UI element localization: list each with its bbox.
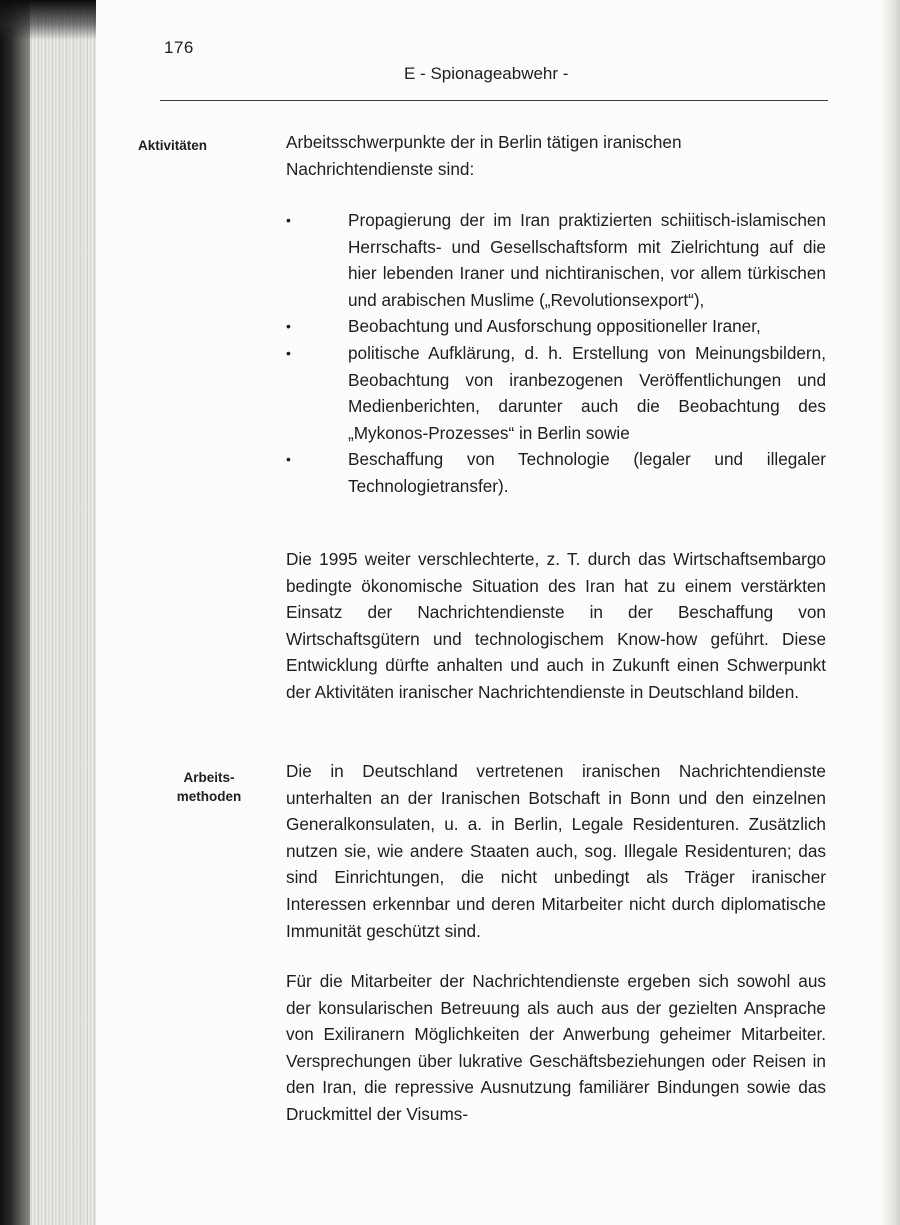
margin-label-activities: Aktivitäten [138, 138, 208, 153]
body-paragraph-recruitment: Für die Mitarbeiter der Nachrichtendienste ergeben sich sowohl aus der konsularischen Betreuung als auch aus der gezielten Ansprache von Exiliranern Möglichkeiten der Anwerbung geheimer Mitarbeiter. Versprechungen über lukrative Geschäftsbeziehungen oder Reisen in den Iran, die repressive Ausnutzung familiärer Bindungen sowie das Druckmittel der Visums- [286, 971, 826, 1124]
bullet-icon: • [286, 344, 291, 361]
list-item [286, 446, 826, 499]
intro-paragraph: Arbeitsschwerpunkte der in Berlin tätigen iranischen Nachrichtendienste sind: [286, 132, 682, 179]
book-corner-shadow [0, 0, 96, 40]
bullet-icon: • [286, 318, 291, 335]
body-paragraph-residencies: Die in Deutschland vertretenen iranischen Nachrichtendienste unterhalten an der Iranischen Botschaft in Bonn und den einzelnen Generalkonsulaten, u. a. in Berlin, Legale Residenturen. Zusätzlich nutzen sie, wie andere Staaten auch, sog. Illegale Residenturen; das sind Einrichtungen, die nicht unbedingt als Träger iranischer Interessen erkennbar und deren Mitarbeiter nicht durch diplomatische Immunität geschützt sind. [286, 761, 826, 941]
list-item-text: Propagierung der im Iran praktizierten schiitisch-islamischen Herrschafts- und Gesellschaftsform mit Zielrichtung auf die hier lebenden Iraner und nichtiranischen, vor allem türkischen und arabischen Muslime („Revolutionsexport“), [348, 210, 826, 310]
list-item-text: Beschaffung von Technologie (legaler und illegaler Technologietransfer). [348, 449, 826, 496]
list-item [286, 340, 826, 446]
margin-label-methods-line1: Arbeits- [183, 770, 235, 785]
book-spine-shadow [0, 0, 30, 1225]
list-item-text: politische Aufklärung, d. h. Erstellung von Meinungsbildern, Beobachtung von iranbezogenen Veröffentlichungen und Medienberichten, darunter auch die Beobachtung des „Mykonos-Prozesses“ in Berlin sowie [348, 342, 826, 443]
body-paragraph-economy: Die 1995 weiter verschlechterte, z. T. durch das Wirtschaftsembargo bedingte ökonomische Situation des Iran hat zu einem verstärkten Einsatz der Nachrichtendienste in der Beschaffung von Wirtschaftsgütern und technologischem Know-how geführt. Diese Entwicklung dürfte anhalten und auch in Zukunft einen Schwerpunkt der Aktivitäten iranischer Nachrichtendienste in Deutschland bilden. [286, 549, 826, 702]
margin-label-methods [154, 768, 264, 806]
list-item-text: Beobachtung und Ausforschung oppositioneller Iraner, [348, 316, 761, 337]
running-head: E - Spionageabwehr - [404, 64, 569, 83]
activity-list [286, 207, 826, 500]
bullet-icon: • [286, 451, 291, 468]
page-number: 176 [164, 38, 194, 57]
list-item [286, 207, 826, 313]
bullet-icon: • [286, 212, 291, 228]
page-right-edge [880, 0, 900, 1225]
margin-label-methods-line2: methoden [176, 789, 242, 804]
list-item [286, 313, 826, 340]
header-rule [160, 100, 828, 101]
